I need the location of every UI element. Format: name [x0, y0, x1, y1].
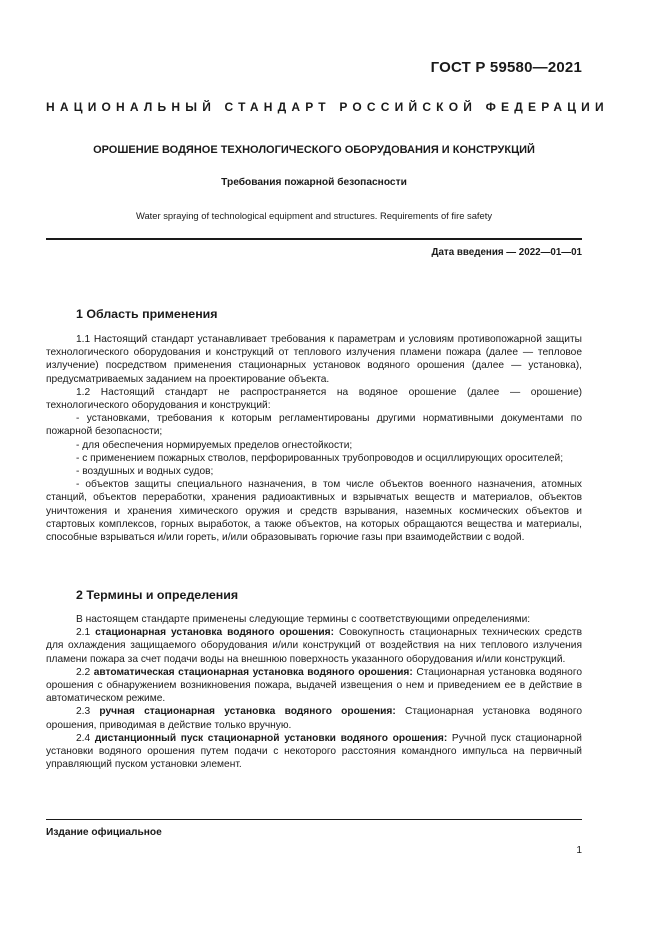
- term-name: автоматическая стационарная установка водяного орошения:: [93, 666, 413, 678]
- edition-label: Издание официальное: [46, 827, 162, 838]
- term-name: дистанционный пуск стационарной установки водяного орошения:: [94, 732, 448, 744]
- national-standard-header: НАЦИОНАЛЬНЫЙ СТАНДАРТ РОССИЙСКОЙ ФЕДЕРАЦИИ: [46, 100, 609, 114]
- list-item: - для обеспечения нормируемых пределов огнестойкости;: [76, 439, 353, 451]
- section-1-body: [46, 333, 582, 544]
- term-name: стационарная установка водяного орошения:: [95, 627, 335, 639]
- list-item: - с применением пожарных стволов, перфорированных трубопроводов и осциллирующих оросителей;: [76, 452, 564, 464]
- footer-divider: [46, 819, 582, 820]
- list-item: - установками, требования к которым регламентированы другими нормативными документами по пожарной безопасности;: [46, 413, 582, 438]
- document-title: ОРОШЕНИЕ ВОДЯНОЕ ТЕХНОЛОГИЧЕСКОГО ОБОРУДОВАНИЯ И КОНСТРУКЦИЙ: [93, 144, 535, 156]
- term-definition: [46, 732, 582, 772]
- document-subtitle: Требования пожарной безопасности: [221, 177, 407, 188]
- introduction-date: Дата введения — 2022—01—01: [431, 247, 582, 258]
- term-text: Стационарная установка водяного орошения, приводимая в действие только вручную.: [46, 706, 582, 731]
- term-text: Ручной пуск стационарной установки водяного орошения путем подачи с некоторого расстояния командного импульса на первичный управляющий пуском установки элемент.: [46, 732, 582, 771]
- term-number: 2.1: [76, 627, 91, 639]
- term-number: 2.3: [76, 706, 91, 718]
- term-number: 2.2: [76, 666, 91, 678]
- term-definition: [46, 666, 582, 706]
- paragraph-1-2: 1.2 Настоящий стандарт не распространяется на водяное орошение (далее — орошение) технологического оборудования и конструкций:: [46, 386, 582, 412]
- term-definition: [46, 705, 582, 731]
- english-title: Water spraying of technological equipment and structures. Requirements of fire safety: [135, 210, 493, 221]
- list-item: - объектов защиты специального назначения, в том числе объектов военного назначения, атомных станций, объектов переработки, хранения радиоактивных и взрывчатых веществ и материалов, объектов уничтожения и хранения химического оружия и средств взрывания, наземных космических объектов и стартовых комплексов, горных выработок, а также объектов, на которых обращаются вещества и материалы, способные взрываться и/или гореть, и/или образовывать горючие газы при взаимодействии с водой.: [46, 479, 582, 544]
- page-number: 1: [576, 845, 582, 856]
- term-number: 2.4: [76, 732, 91, 744]
- term-text: Совокупность стационарных технических средств для охлаждения защищаемого оборудования и/или конструкций от воздействия на них теплового излучения пламени пожара за счет подачи воды на внешнюю поверхность указанного оборудования и/или конструкций.: [46, 627, 582, 665]
- header-divider: [46, 238, 582, 240]
- list-item: - воздушных и водных судов;: [76, 466, 214, 478]
- term-name: ручная стационарная установка водяного орошения:: [99, 706, 396, 718]
- document-number: ГОСТ Р 59580—2021: [430, 59, 582, 76]
- section-1-heading: 1 Область применения: [76, 307, 218, 321]
- section-2-heading: 2 Термины и определения: [76, 588, 239, 602]
- term-definition: [46, 626, 582, 666]
- paragraph-1-1: 1.1 Настоящий стандарт устанавливает требования к параметрам и условиям противопожарной защиты технологического оборудования и конструкций от теплового излучения пламени пожара (далее — тепловое излучение) посредством применения стационарных установок водяного орошения (далее — установка), предусматриваемых заданием на проектирование объекта.: [46, 334, 582, 385]
- section-2-body: [46, 613, 582, 771]
- section-2-intro: В настоящем стандарте применены следующие термины с соответствующими определениями:: [76, 614, 531, 625]
- term-text: Стационарная установка водяного орошения с обнаружением возникновения пожара, выдачей извещения о нем и приведением ее в действие в автоматическом режиме.: [46, 666, 582, 705]
